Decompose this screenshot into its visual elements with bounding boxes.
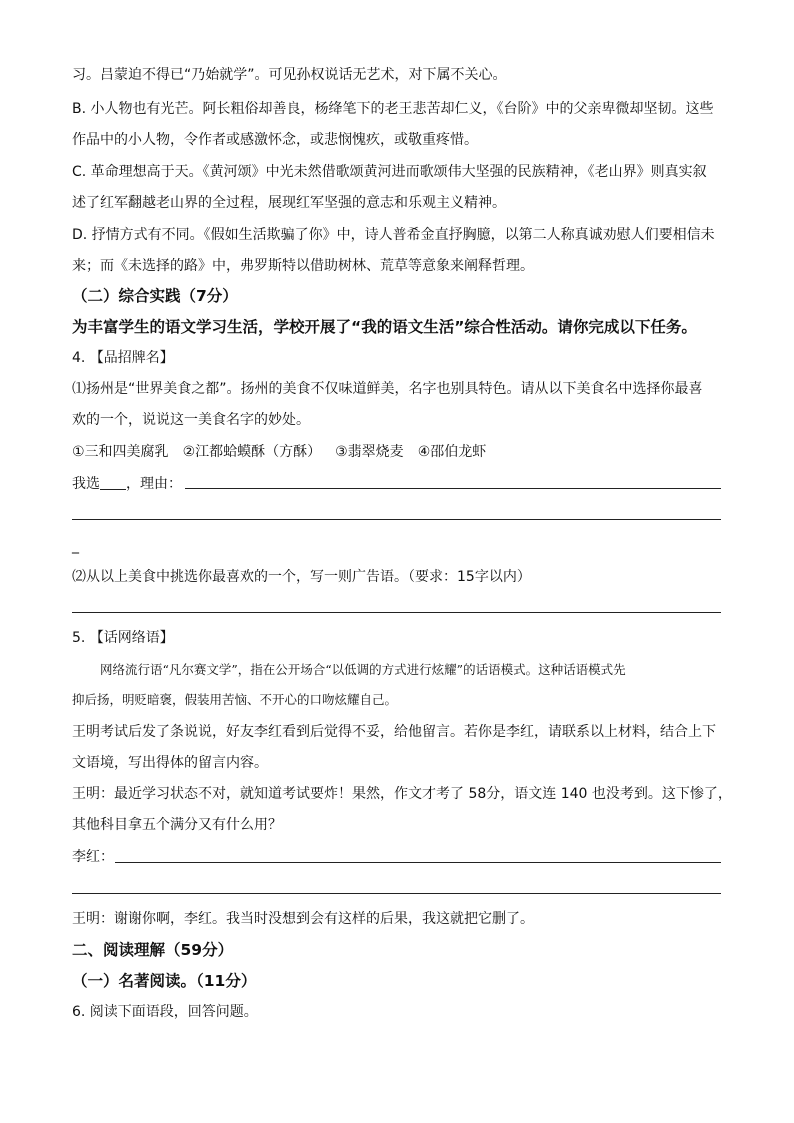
lihong-label: 李红： [72,849,114,865]
reason-answer-line[interactable] [72,519,721,520]
q5-question-line2: 文语境，写出得体的留言内容。 [72,755,268,771]
q6-prompt: 6. 阅读下面语段，回答问题。 [72,1004,258,1020]
wangming-reply: 王明：谢谢你啊，李红。我当时没想到会有这样的后果，我这就把它删了。 [72,911,534,927]
q4-part1-line1: ⑴扬州是“世界美食之都”。扬州的美食不仅味道鲜美，名字也别具特色。请从以下美食名中选择你最喜 [72,381,703,397]
q5-title: 5. 【话网络语】 [72,630,174,646]
food-option: ①三和四美腐乳 [72,444,169,460]
dash-mark: _ [72,538,79,554]
choice-blank[interactable] [100,475,126,490]
material-quote-line1: 网络流行语“凡尔赛文学”，指在公开场合“以低调的方式进行炫耀”的话语模式。这种话语模式先 [100,662,626,677]
lihong-answer-line[interactable] [72,893,721,894]
food-option: ③翡翠烧麦 [335,444,404,460]
q5-question-line1: 王明考试后发了条说说，好友李红看到后觉得不妥，给他留言。若你是李红，请联系以上材料，结合上下 [72,724,716,740]
q4-title: 4. 【品招牌名】 [72,350,174,366]
option-b-line1: B. 小人物也有光芒。阿长粗俗却善良，杨绛笔下的老王悲苦却仁义，《台阶》中的父亲卑微却坚韧。这些 [72,101,714,117]
option-b-line2: 作品中的小人物，令作者或感激怀念，或悲悯愧疚，或敬重疼惜。 [72,132,478,148]
q4-part1-line2: 欢的一个，说说这一美食名字的妙处。 [72,412,310,428]
choose-prefix: 我选 [72,476,100,492]
lihong-answer-line[interactable] [115,862,721,863]
food-option: ②江都蛤蟆酥（方酥） [182,444,322,460]
option-c-line2: 述了红军翻越老山界的全过程，展现红军坚强的意志和乐观主义精神。 [72,195,506,211]
para-line: 习。吕蒙迫不得已“乃始就学”。可见孙权说话无艺术，对下属不关心。 [72,67,507,83]
material-quote-line2: 抑后扬，明贬暗褒，假装用苦恼、不开心的口吻炫耀自己。 [72,692,398,707]
section-heading: （二）综合实践（7分） [72,287,238,305]
wangming-post-line2: 其他科目拿五个满分又有什么用？ [72,817,282,833]
option-d-line1: D. 抒情方式有不同。《假如生活欺骗了你》中，诗人普希金直抒胸臆，以第二人称真诚劝慰人们要相信未 [72,227,715,243]
reason-answer-line[interactable] [185,488,721,489]
option-c-line1: C. 革命理想高于天。《黄河颂》中光未然借歌颂黄河进而歌颂伟大坚强的民族精神，《老山界》则真实叙 [72,164,707,180]
slogan-answer-line[interactable] [72,612,721,613]
food-option: ④邵伯龙虾 [417,444,487,460]
part2-heading: 二、阅读理解（59分） [72,941,234,959]
part2-subheading: （一）名著阅读。（11分） [72,972,257,990]
reason-label: ，理由： [126,476,182,492]
q4-part2: ⑵从以上美食中挑选你最喜欢的一个，写一则广告语。（要求：15字以内） [72,569,531,585]
choose-line [72,474,182,494]
section-intro: 为丰富学生的语文学习生活，学校开展了“我的语文生活”综合性活动。请你完成以下任务。 [72,318,697,336]
food-options [72,442,486,462]
option-d-line2: 来；而《未选择的路》中，弗罗斯特以借助树林、荒草等意象来阐释哲理。 [72,258,534,274]
wangming-post-line1: 王明：最近学习状态不对，就知道考试要炸！果然，作文才考了 58分，语文连 140 也没考到。这下惨了， [72,786,732,802]
